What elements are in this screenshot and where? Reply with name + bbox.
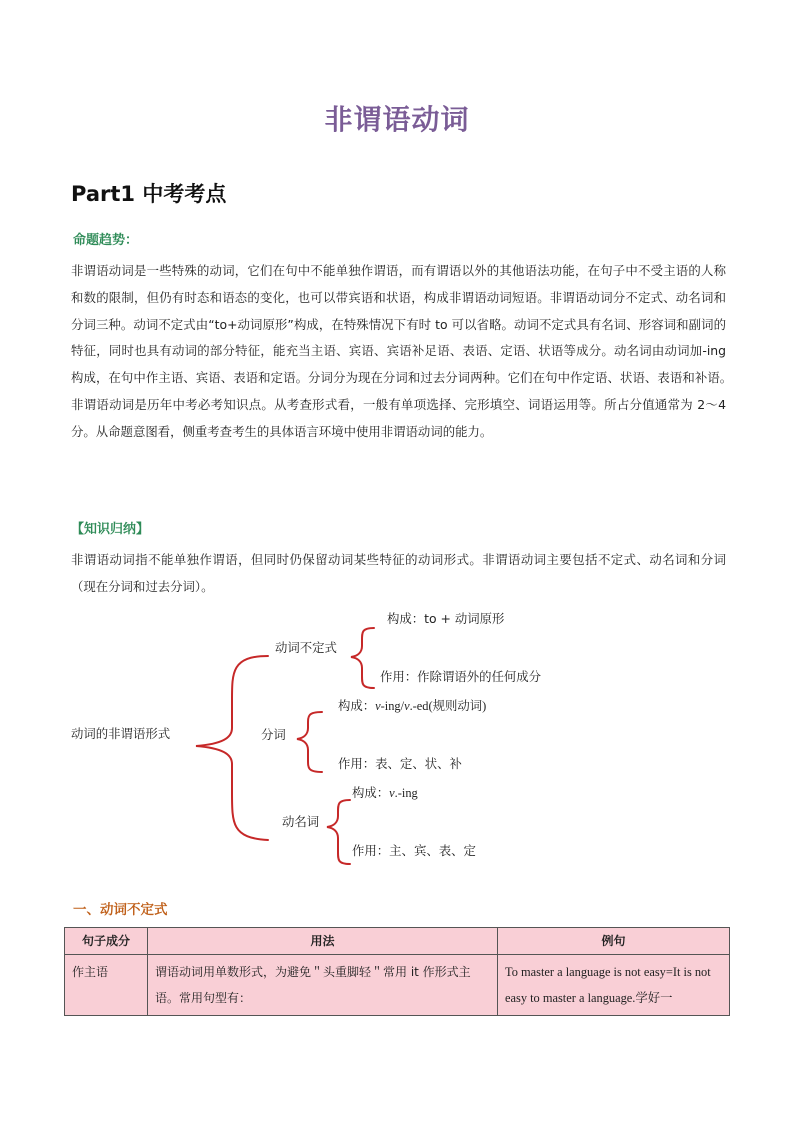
gerund-form: 构成：v.-ing: [352, 785, 418, 800]
participle-form: 构成：v-ing/v.-ed(规则动词): [338, 698, 487, 713]
header-usage: 用法: [148, 928, 498, 955]
part-heading: Part1 中考考点: [71, 182, 227, 206]
table-header-row: [65, 928, 730, 955]
page-title: 非谓语动词: [324, 103, 470, 136]
infinitive-brace: [351, 628, 374, 688]
section-title-infinitive: 一、动词不定式: [73, 902, 168, 918]
header-component: 句子成分: [65, 928, 148, 955]
infinitive-function: 作用：作除谓语外的任何成分: [380, 669, 542, 684]
knowledge-label: 【知识归纳】: [71, 522, 150, 537]
cell-component: 作主语: [65, 955, 148, 1016]
infinitive-table: [64, 927, 730, 1016]
trend-label: 命题趋势：: [73, 233, 139, 248]
participle-label: 分词: [261, 727, 286, 742]
gerund-label: 动名词: [282, 814, 320, 829]
diagram-root-label: 动词的非谓语形式: [71, 726, 171, 741]
table-row: [65, 955, 730, 1016]
participle-function: 作用：表、定、状、补: [338, 756, 462, 771]
participle-brace: [297, 712, 322, 772]
trend-paragraph: 非谓语动词是一些特殊的动词，它们在句中不能单独作谓语，而有谓语以外的其他语法功能，在句子中不受主语的人称和数的限制，但仍有时态和语态的变化，也可以带宾语和状语，构成非谓语动词短语。非谓语动词分不定式、动名词和分词三种。动词不定式由“to+动词原形”构成，在特殊情况下有时 to 可以省略。动词不定式具有名词、形容词和副词的特征，同时也具有动词的部分特征，能充当主语、宾语、宾语补足语、表语、定语、状语等成分。动名词由动词加-ing 构成，在句中作主语、宾语、表语和定语。分词分为现在分词和过去分词两种。它们在句中作定语、状语、表语和补语。 非谓语动词是历年中考必考知识点。从考查形式看，一般有单项选择、完形填空、词语运用等。所占分值通常为 2～4 分。从命题意图看，侧重考查考生的具体语言环境中使用非谓语动词的能力。: [71, 263, 751, 439]
header-example: 例句: [498, 928, 730, 955]
infinitive-label: 动词不定式: [275, 640, 337, 655]
gerund-brace: [327, 800, 350, 864]
gerund-function: 作用：主、宾、表、定: [352, 843, 476, 858]
knowledge-paragraph: 非谓语动词指不能单独作谓语，但同时仍保留动词某些特征的动词形式。非谓语动词主要包括不定式、动名词和分词（现在分词和过去分词）。: [71, 552, 726, 594]
root-brace: [196, 656, 268, 840]
cell-usage: 谓语动词用单数形式，为避免＂头重脚轻＂常用 it 作形式主语。常用句型有：: [148, 955, 498, 1016]
infinitive-form: 构成：to + 动词原形: [387, 611, 505, 626]
cell-example: To master a language is not easy=It is not easy to master a language.学好一: [498, 955, 730, 1016]
